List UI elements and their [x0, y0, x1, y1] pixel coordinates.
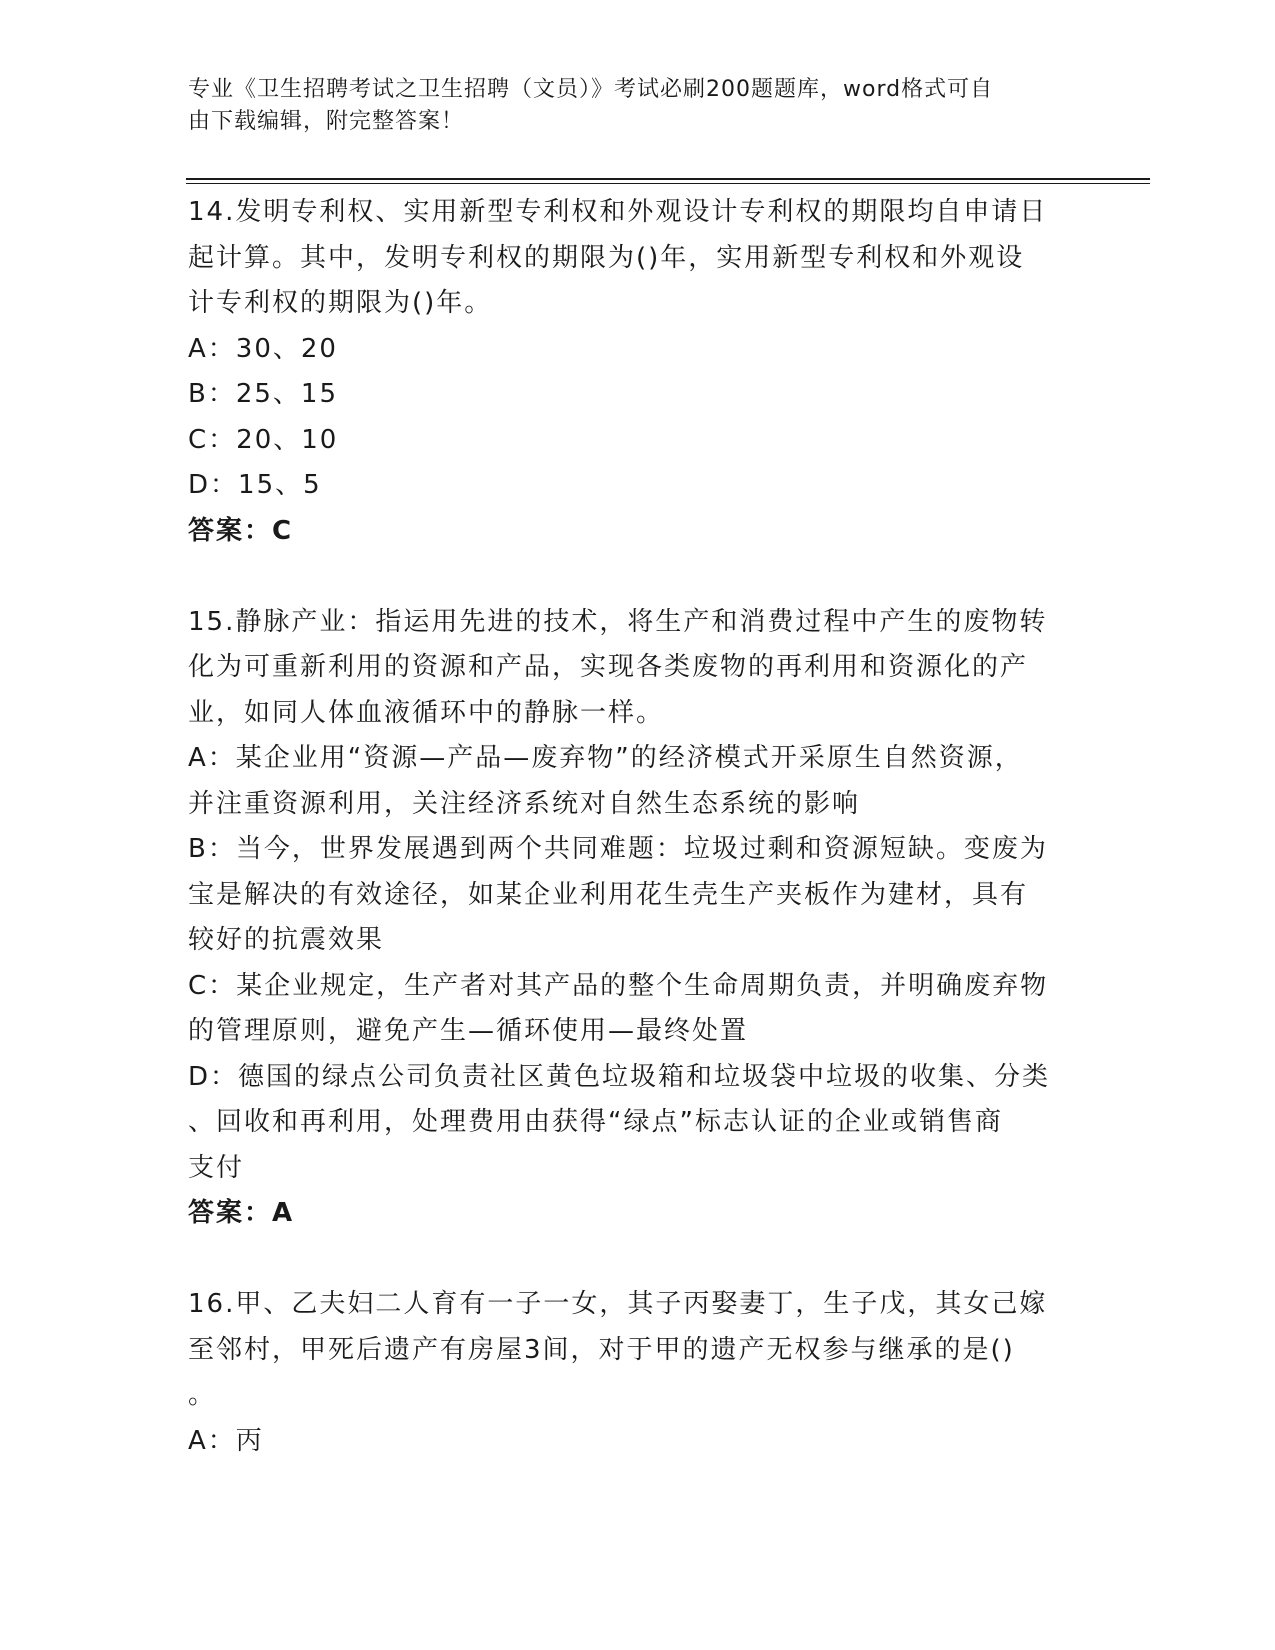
option-line: A：某企业用“资源—产品—废弃物”的经济模式开采原生自然资源，: [188, 743, 1023, 773]
question-14: [188, 190, 1088, 554]
question-list: [188, 190, 1088, 1464]
option-c: [188, 964, 1088, 1055]
question-stem-line: 业，如同人体血液循环中的静脉一样。: [188, 697, 665, 728]
option-a: [188, 736, 1088, 827]
question-16: [188, 1282, 1088, 1464]
question-stem-line: 化为可重新利用的资源和产品，实现各类废物的再利用和资源化的产: [188, 652, 1029, 682]
option-c: C：20、10: [188, 424, 339, 455]
option-b: [188, 827, 1088, 964]
question-stem-line: 计专利权的期限为()年。: [188, 288, 493, 318]
option-line: 的管理原则，避免产生—循环使用—最终处置: [188, 1016, 749, 1046]
question-stem-line: 15.静脉产业：指运用先进的技术，将生产和消费过程中产生的废物转: [188, 606, 1048, 637]
option-line: 宝是解决的有效途径，如某企业利用花生壳生产夹板作为建材，具有: [188, 879, 1029, 910]
option-line: 较好的抗震效果: [188, 925, 385, 955]
header-line-2: 由下载编辑，附完整答案！: [188, 109, 465, 134]
question-stem-line: 至邻村，甲死后遗产有房屋3间，对于甲的遗产无权参与继承的是(): [188, 1334, 1015, 1365]
question-stem-line: 起计算。其中，发明专利权的期限为()年，实用新型专利权和外观设: [188, 242, 1025, 273]
option-line: 、回收和再利用，处理费用由获得“绿点”标志认证的企业或销售商: [188, 1107, 1003, 1137]
option-d: D：15、5: [188, 470, 322, 500]
answer-label: 答案：C: [188, 515, 294, 546]
option-line: B：当今，世界发展遇到两个共同难题：垃圾过剩和资源短缺。变废为: [188, 834, 1048, 864]
question-stem-line: 16.甲、乙夫妇二人育有一子一女，其子丙娶妻丁，生子戊，其女己嫁: [188, 1289, 1048, 1319]
question-stem-line: 。: [188, 1380, 217, 1410]
option-line: 并注重资源利用，关注经济系统对自然生态系统的影响: [188, 788, 861, 819]
option-a: A：丙: [188, 1425, 264, 1456]
answer-label: 答案：A: [188, 1198, 295, 1228]
option-line: D：德国的绿点公司负责社区黄色垃圾箱和垃圾袋中垃圾的收集、分类: [188, 1061, 1051, 1092]
question-spacer: [188, 1237, 1088, 1283]
option-d: [188, 1055, 1088, 1192]
question-spacer: [188, 554, 1088, 600]
header-line-1: 专业《卫生招聘考试之卫生招聘（文员）》考试必刷200题题库，word格式可自: [188, 77, 994, 102]
header-rule-thin: [186, 183, 1150, 184]
question-15: [188, 600, 1088, 1237]
option-a: A：30、20: [188, 333, 338, 364]
header-rule-thick: [186, 178, 1150, 180]
option-line: C：某企业规定，生产者对其产品的整个生命周期负责，并明确废弃物: [188, 970, 1049, 1001]
question-stem-line: 14.发明专利权、实用新型专利权和外观设计专利权的期限均自申请日: [188, 197, 1048, 227]
option-b: B：25、15: [188, 379, 339, 409]
document-header: [188, 74, 1088, 138]
option-line: 支付: [188, 1152, 245, 1183]
